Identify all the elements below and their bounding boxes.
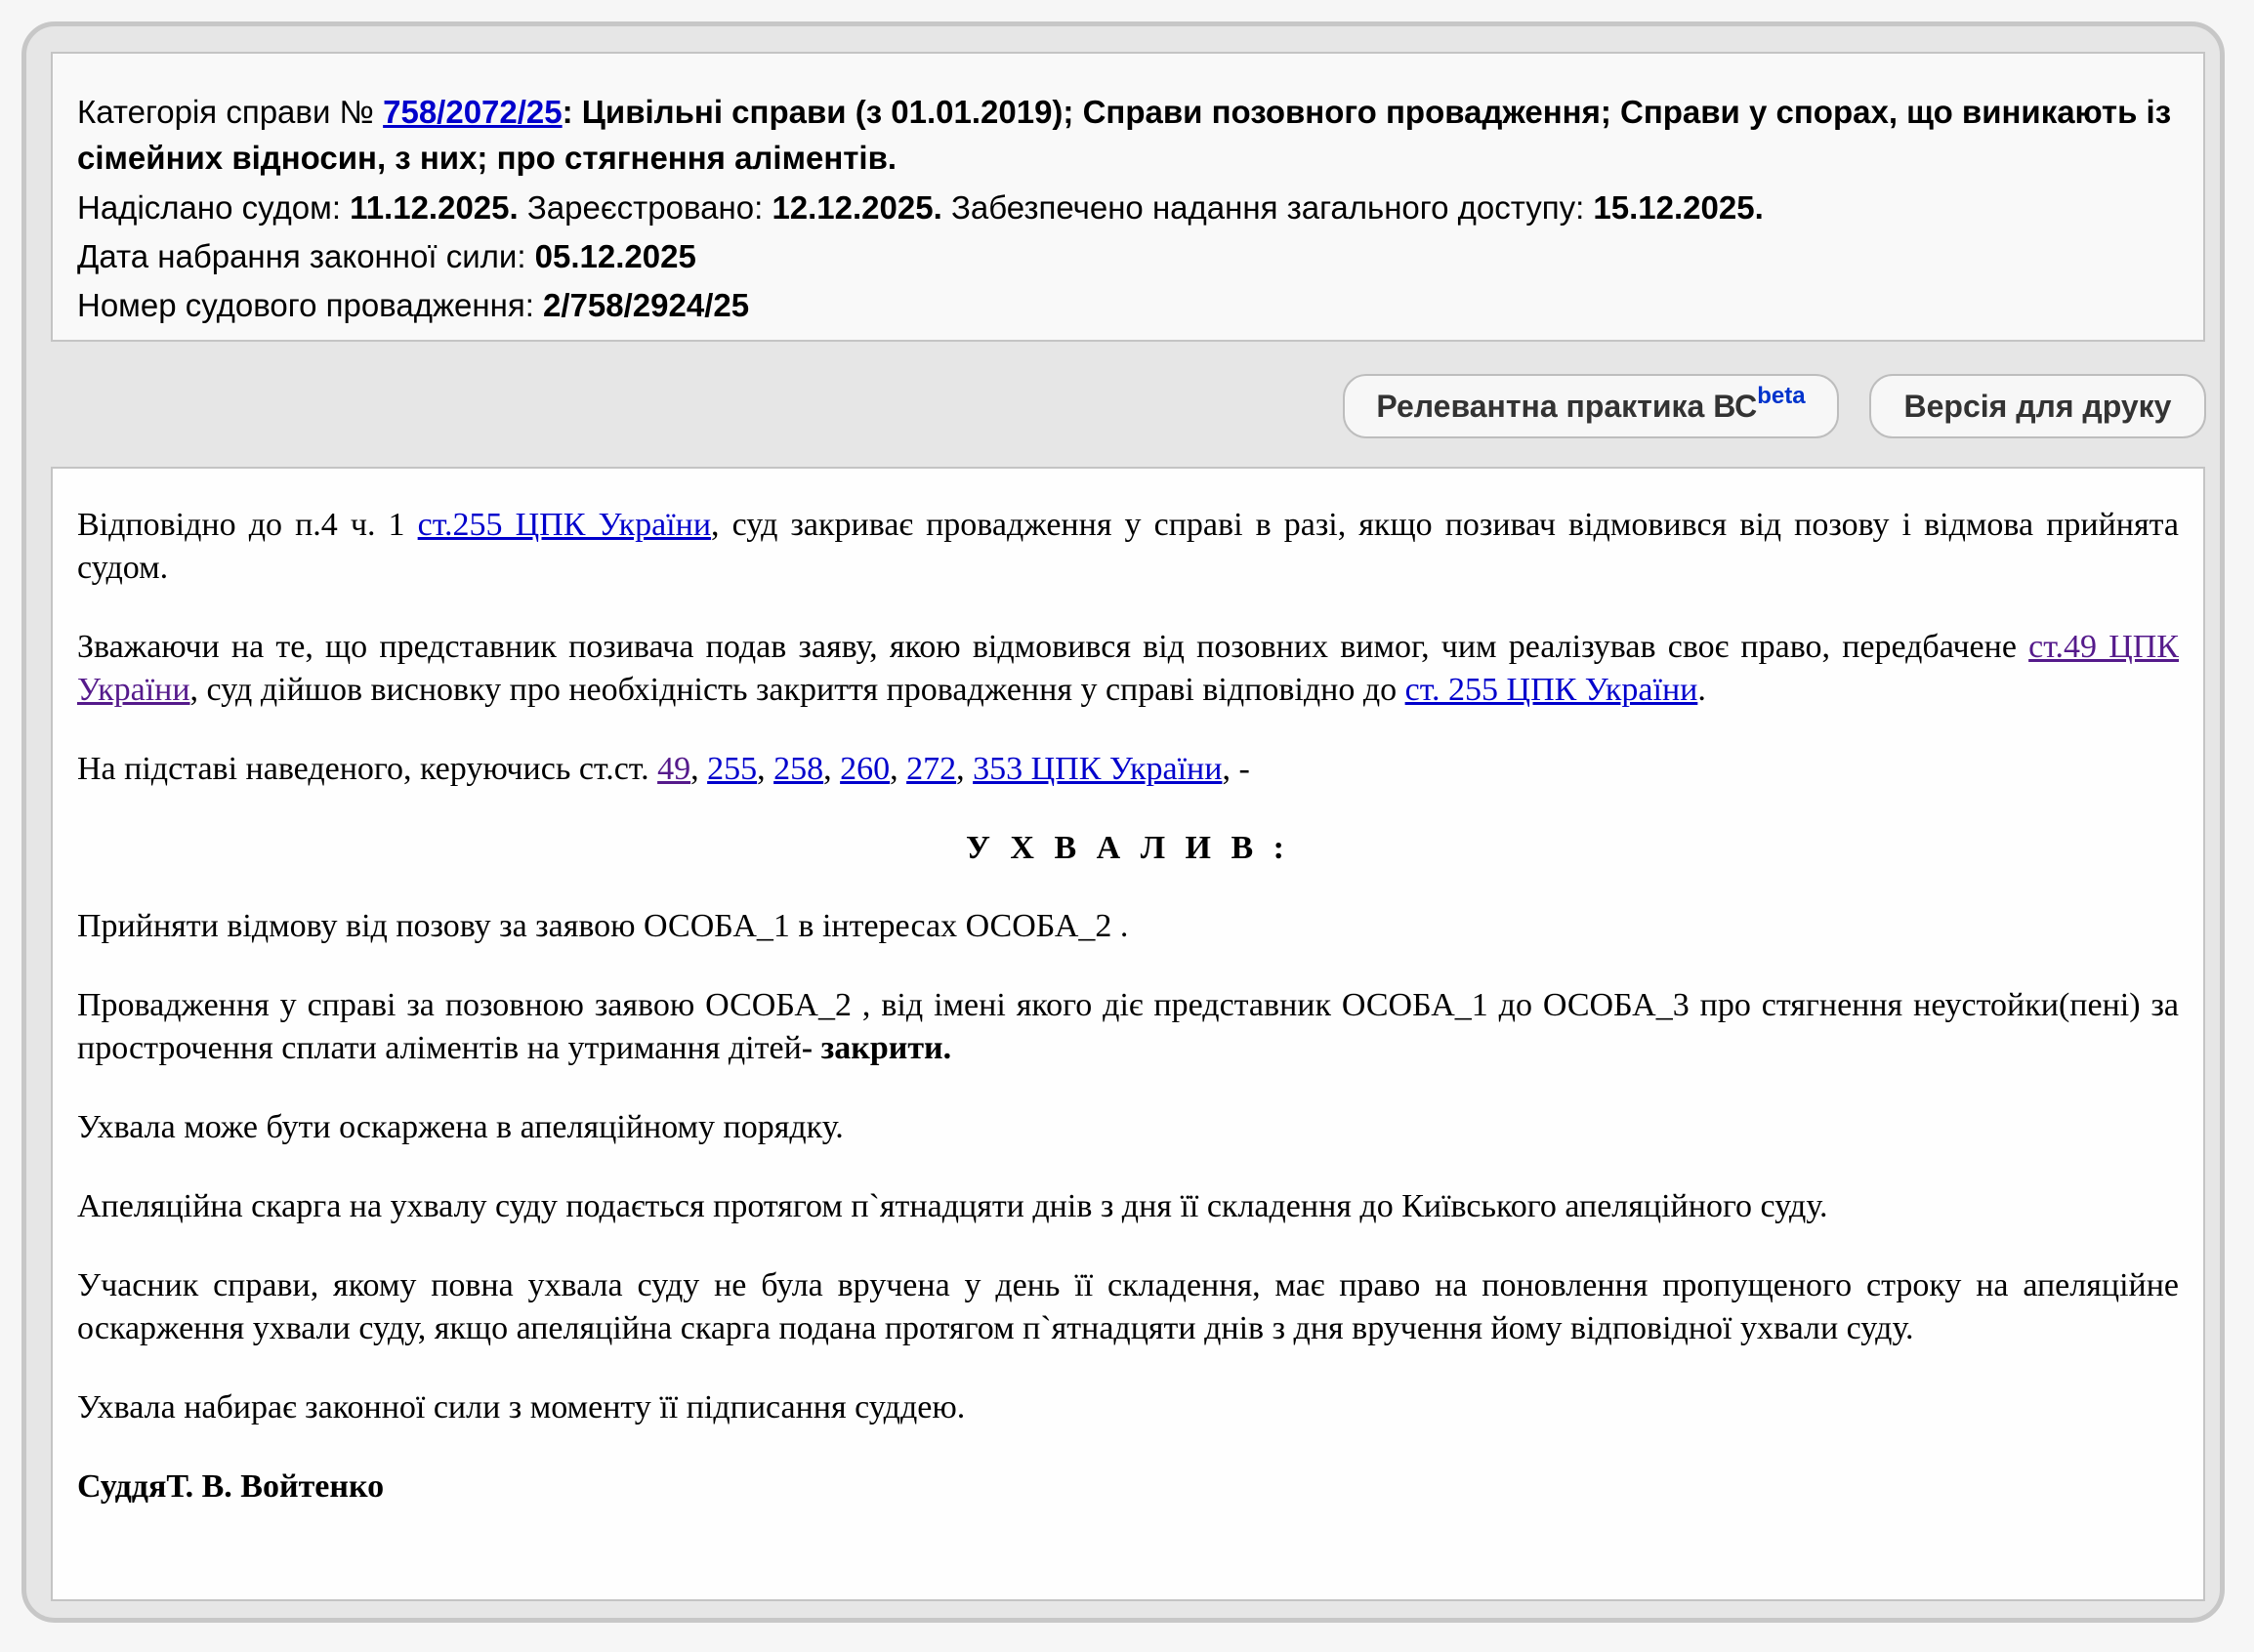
effective-date: 05.12.2025	[534, 238, 696, 274]
proceeding-number-line	[77, 281, 2179, 330]
article-255-link[interactable]: ст.255 ЦПК України	[417, 507, 712, 543]
p3-separator: ,	[757, 751, 774, 787]
article-link-49[interactable]: 49	[657, 751, 691, 787]
article-link-353[interactable]: 353 ЦПК України	[973, 751, 1223, 787]
article-link-260[interactable]: 260	[840, 751, 891, 787]
registered-date: 12.12.2025.	[772, 189, 942, 226]
page-frame	[21, 21, 2225, 1623]
p3-text-end: , -	[1222, 751, 1250, 787]
category-label: Категорія справи №	[77, 94, 384, 130]
registered-label: Зареєстровано:	[518, 189, 772, 226]
p5-decision: - закрити.	[801, 1030, 952, 1066]
p3-separator: ,	[890, 751, 907, 787]
p3-separator: ,	[690, 751, 708, 787]
beta-badge: beta	[1757, 383, 1806, 409]
p1-text-end: , суд закриває провадження у справі в разі, якщо позивач відмовився від позову і відмова прийнята судом.	[77, 507, 2179, 586]
proceeding-number: 2/758/2924/25	[543, 287, 750, 323]
paragraph-3	[77, 748, 2179, 791]
p3-separator: ,	[956, 751, 974, 787]
article-link-258[interactable]: 258	[773, 751, 824, 787]
access-date: 15.12.2025.	[1593, 189, 1764, 226]
relevant-practice-label: Релевантна практика ВС	[1376, 388, 1758, 424]
category-text: : Цивільні справи (з 01.01.2019); Справи позовного провадження; Справи у спорах, що виникають із сімейних відносин, з них; про стягнення аліментів.	[77, 94, 2172, 176]
paragraph-7: Апеляційна скарга на ухвалу суду подається протягом п`ятнадцяти днів з дня її складення до Київського апеляційного суду.	[77, 1188, 1828, 1224]
article-link-255[interactable]: 255	[707, 751, 758, 787]
proceeding-label: Номер судового провадження:	[77, 287, 544, 323]
case-info-panel	[51, 52, 2205, 342]
p2-text-middle: , суд дійшов висновку про необхідність закриття провадження у справі відповідно до	[189, 672, 1405, 708]
paragraph-8: Учасник справи, якому повна ухвала суду не була вручена у день її складення, має право на поновлення пропущеного строку на апеляційне оскарження ухвали суду, якщо апеляційна скарга подана протягом п`ятнадцяти днів з дня вручення йому відповідної ухвали суду.	[77, 1267, 2179, 1346]
print-version-button[interactable]	[1869, 374, 2206, 438]
relevant-practice-button[interactable]	[1343, 374, 1839, 438]
sent-label: Надіслано судом:	[77, 189, 351, 226]
case-number-link[interactable]: 758/2072/25	[383, 94, 563, 130]
effective-label: Дата набрання законної сили:	[77, 238, 535, 274]
ruling-heading: У Х В А Л И В :	[965, 830, 1291, 866]
effective-date-line	[77, 232, 2179, 281]
case-dates	[77, 184, 2179, 232]
paragraph-5	[77, 984, 2179, 1070]
article-link-272[interactable]: 272	[906, 751, 957, 787]
article-49-link[interactable]: ст.49 ЦПК України	[77, 629, 2179, 708]
p2-text-start: Зважаючи на те, що представник позивача подав заяву, якою відмовився від позовних вимог, чим реалізував своє право, передбачене	[77, 629, 2029, 665]
judge-signature: СуддяТ. В. Войтенко	[77, 1468, 385, 1505]
p1-text-start: Відповідно до п.4 ч. 1	[77, 507, 418, 543]
paragraph-6: Ухвала може бути оскаржена в апеляційному порядку.	[77, 1109, 844, 1145]
case-category	[77, 89, 2179, 181]
paragraph-4: Прийняти відмову від позову за заявою ОСОБА_1 в інтересах ОСОБА_2 .	[77, 908, 1129, 944]
p3-text-start: На підставі наведеного, керуючись ст.ст.	[77, 751, 658, 787]
paragraph-2	[77, 626, 2179, 712]
p2-text-end: .	[1697, 672, 1706, 708]
access-label: Забезпечено надання загального доступу:	[941, 189, 1594, 226]
decision-text	[51, 467, 2205, 1601]
article-255-link-2[interactable]: ст. 255 ЦПК України	[1404, 672, 1698, 708]
p5-text: Провадження у справі за позовною заявою ОСОБА_2 , від імені якого діє представник ОСОБА_1 до ОСОБА_3 про стягнення неустойки(пені) за прострочення сплати аліментів на утримання дітей	[77, 987, 2179, 1066]
paragraph-1	[77, 504, 2179, 590]
p3-separator: ,	[823, 751, 841, 787]
sent-date: 11.12.2025.	[350, 189, 519, 226]
print-version-label: Версія для друку	[1903, 388, 2172, 424]
paragraph-9: Ухвала набирає законної сили з моменту її підписання суддею.	[77, 1389, 966, 1425]
